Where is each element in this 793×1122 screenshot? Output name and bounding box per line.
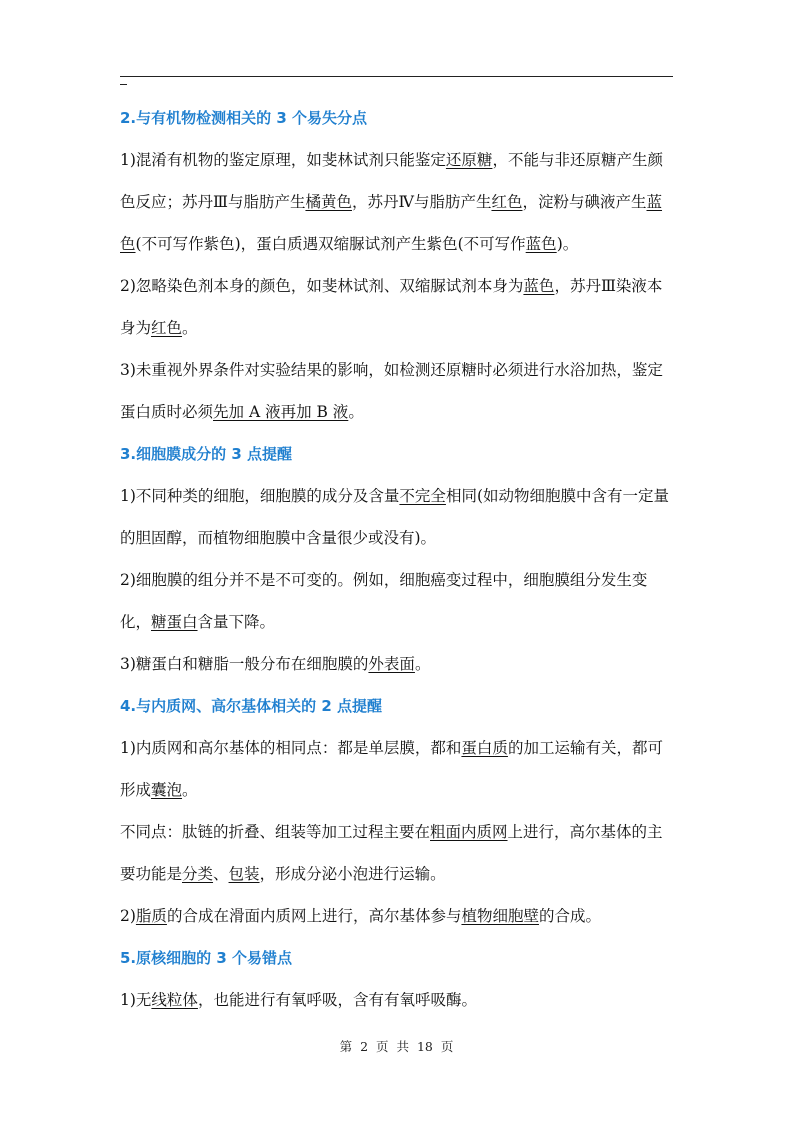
answer-blank: 囊泡 xyxy=(151,781,183,799)
paragraph: 1)不同种类的细胞，细胞膜的成分及含量不完全相同(如动物细胞膜中含有一定量的胆固醇，而植物细胞膜中含量很少或没有)。 xyxy=(120,487,669,547)
answer-blank: 蓝色 xyxy=(525,235,557,253)
answer-blank: 粗面内质网 xyxy=(430,823,508,841)
paragraph: 3)未重视外界条件对实验结果的影响，如检测还原糖时必须进行水浴加热，鉴定蛋白质时必须先加 A 液再加 B 液。 xyxy=(120,361,663,421)
answer-blank: 不完全 xyxy=(399,487,446,505)
section-heading: 4.与内质网、高尔基体相关的 2 点提醒 xyxy=(120,697,383,715)
answer-blank: 还原糖 xyxy=(445,151,493,169)
header-mark xyxy=(120,84,127,85)
paragraph: 2)细胞膜的组分并不是不可变的。例如，细胞癌变过程中，细胞膜组分发生变化，糖蛋白含量下降。 xyxy=(120,571,648,631)
answer-blank: 线粒体 xyxy=(151,991,198,1009)
answer-blank: 糖蛋白 xyxy=(151,613,198,631)
answer-blank: 橘黄色 xyxy=(305,193,352,211)
answer-blank: 蓝色 xyxy=(523,277,555,295)
answer-blank: 包装 xyxy=(228,865,260,883)
answer-blank: 外表面 xyxy=(368,655,415,673)
answer-blank: 蓝色 xyxy=(120,193,663,253)
answer-blank: 蛋白质 xyxy=(461,739,508,757)
document-body xyxy=(120,97,676,1021)
section-heading: 2.与有机物检测相关的 3 个易失分点 xyxy=(120,109,368,127)
section-heading: 5.原核细胞的 3 个易错点 xyxy=(120,949,293,967)
paragraph: 2)忽略染色剂本身的颜色，如斐林试剂、双缩脲试剂本身为蓝色，苏丹Ⅲ染液本身为红色。 xyxy=(120,277,663,337)
paragraph: 不同点：肽链的折叠、组装等加工过程主要在粗面内质网上进行，高尔基体的主要功能是分类、包装，形成分泌小泡进行运输。 xyxy=(120,823,663,883)
paragraph: 2)脂质的合成在滑面内质网上进行，高尔基体参与植物细胞壁的合成。 xyxy=(120,907,601,925)
header-rule xyxy=(120,76,673,77)
answer-blank: 脂质 xyxy=(135,907,167,925)
page-footer: 第 2 页 共 18 页 xyxy=(339,1039,454,1054)
section-heading: 3.细胞膜成分的 3 点提醒 xyxy=(120,445,293,463)
paragraph: 3)糖蛋白和糖脂一般分布在细胞膜的外表面。 xyxy=(120,655,431,673)
answer-blank: 植物细胞壁 xyxy=(461,907,539,925)
answer-blank: 先加 A 液再加 B 液 xyxy=(213,403,349,421)
paragraph: 1)内质网和高尔基体的相同点：都是单层膜，都和蛋白质的加工运输有关，都可形成囊泡。 xyxy=(120,739,663,799)
answer-blank: 红色 xyxy=(491,193,523,211)
paragraph: 1)混淆有机物的鉴定原理，如斐林试剂只能鉴定还原糖，不能与非还原糖产生颜色反应；苏丹Ⅲ与脂肪产生橘黄色，苏丹Ⅳ与脂肪产生红色，淀粉与碘液产生蓝色(不可写作紫色)，蛋白质遇双缩脲试剂产生紫色(不可写作蓝色)。 xyxy=(120,151,663,253)
paragraph: 1)无线粒体，也能进行有氧呼吸，含有有氧呼吸酶。 xyxy=(120,991,477,1009)
answer-blank: 红色 xyxy=(151,319,183,337)
answer-blank: 分类 xyxy=(182,865,214,883)
